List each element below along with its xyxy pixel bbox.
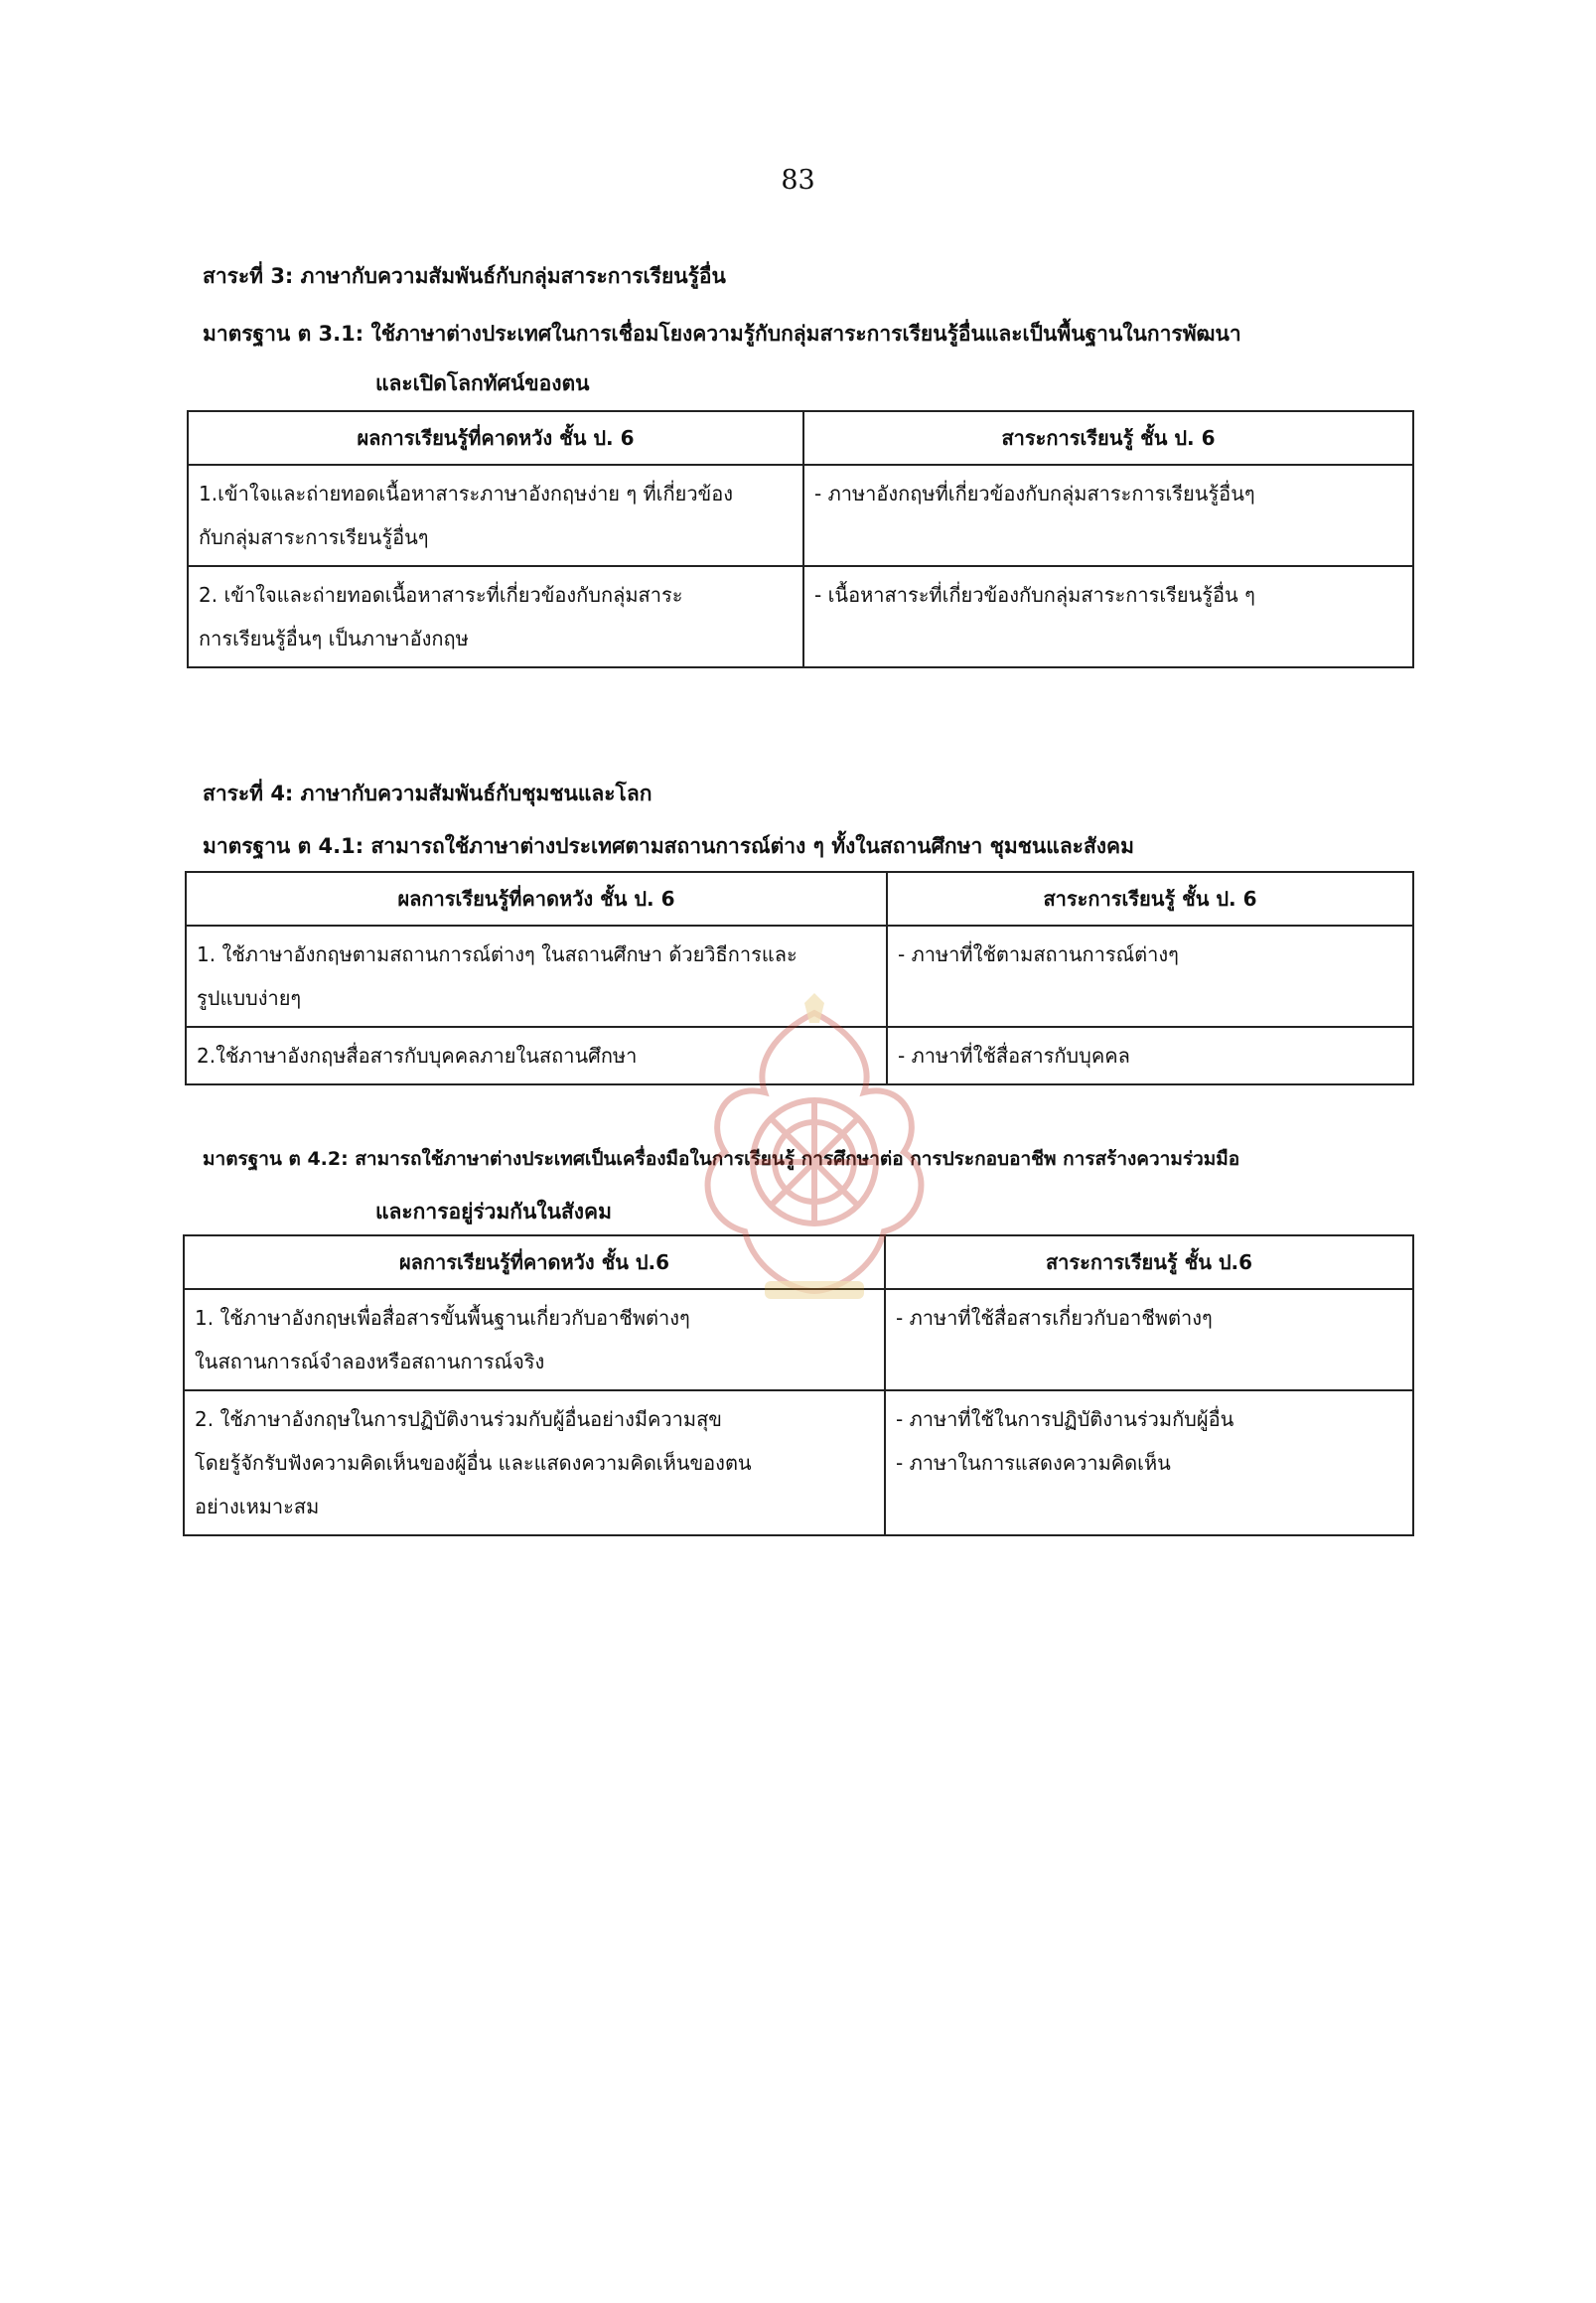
outcome-cell	[186, 926, 887, 1027]
cell-line: กับกลุ่มสาระการเรียนรู้อื่นๆ	[199, 525, 429, 549]
cell-line: 2. ใช้ภาษาอังกฤษในการปฏิบัติงานร่วมกับผู้อื่นอย่างมีความสุข	[195, 1407, 722, 1431]
table-row	[186, 1027, 1413, 1084]
outcome-cell	[184, 1390, 885, 1535]
header-content: สาระการเรียนรู้ ชั้น ป. 6	[887, 872, 1413, 926]
table-standard-3-1	[187, 410, 1414, 668]
table-standard-4-1	[185, 871, 1414, 1085]
cell-line: - ภาษาอังกฤษที่เกี่ยวข้องกับกลุ่มสาระการเรียนรู้อื่นๆ	[814, 482, 1255, 505]
content-cell	[803, 465, 1413, 566]
cell-line: 1.เข้าใจและถ่ายทอดเนื้อหาสาระภาษาอังกฤษง่าย ๆ ที่เกี่ยวข้อง	[199, 482, 733, 505]
header-content: สาระการเรียนรู้ ชั้น ป. 6	[803, 411, 1413, 465]
cell-line: โดยรู้จักรับฟังความคิดเห็นของผู้อื่น และแสดงความคิดเห็นของตน	[195, 1451, 752, 1475]
table-row	[188, 465, 1413, 566]
outcome-cell	[186, 1027, 887, 1084]
table-standard-4-2	[183, 1234, 1414, 1536]
table-header-row	[188, 411, 1413, 465]
cell-line: อย่างเหมาะสม	[195, 1495, 320, 1518]
cell-line: การเรียนรู้อื่นๆ เป็นภาษาอังกฤษ	[199, 627, 469, 650]
outcome-cell	[188, 465, 803, 566]
cell-line: - ภาษาที่ใช้ในการปฏิบัติงานร่วมกับผู้อื่น	[896, 1407, 1234, 1431]
page-number: 83	[781, 165, 815, 196]
table-row	[184, 1390, 1413, 1535]
cell-line: - ภาษาที่ใช้สื่อสารกับบุคคล	[898, 1044, 1130, 1068]
cell-line: รูปแบบง่ายๆ	[197, 986, 302, 1010]
header-outcome: ผลการเรียนรู้ที่คาดหวัง ชั้น ป.6	[184, 1235, 885, 1289]
outcome-cell	[184, 1289, 885, 1390]
content-cell	[885, 1390, 1413, 1535]
standard-3-1-heading: มาตรฐาน ต 3.1: ใช้ภาษาต่างประเทศในการเชื่อมโยงความรู้กับกลุ่มสาระการเรียนรู้อื่นและเป็นพื้นฐานในการพัฒนา	[203, 322, 1241, 346]
strand-3-heading: สาระที่ 3: ภาษากับความสัมพันธ์กับกลุ่มสาระการเรียนรู้อื่น	[203, 264, 726, 288]
standard-4-2-heading-cont: และการอยู่ร่วมกันในสังคม	[375, 1200, 612, 1223]
standard-4-2-heading: มาตรฐาน ต 4.2: สามารถใช้ภาษาต่างประเทศเป็นเครื่องมือในการเรียนรู้ การศึกษาต่อ การประกอบอาชีพ การสร้างความร่วมมือ	[203, 1148, 1240, 1170]
content-cell	[885, 1289, 1413, 1390]
strand-4-heading: สาระที่ 4: ภาษากับความสัมพันธ์กับชุมชนและโลก	[203, 782, 653, 805]
header-content: สาระการเรียนรู้ ชั้น ป.6	[885, 1235, 1413, 1289]
cell-line: 1. ใช้ภาษาอังกฤษตามสถานการณ์ต่างๆ ในสถานศึกษา ด้วยวิธีการและ	[197, 942, 798, 966]
header-outcome: ผลการเรียนรู้ที่คาดหวัง ชั้น ป. 6	[188, 411, 803, 465]
header-outcome: ผลการเรียนรู้ที่คาดหวัง ชั้น ป. 6	[186, 872, 887, 926]
content-cell	[887, 926, 1413, 1027]
table-header-row	[184, 1235, 1413, 1289]
table-row	[184, 1289, 1413, 1390]
cell-line: - ภาษาที่ใช้สื่อสารเกี่ยวกับอาชีพต่างๆ	[896, 1306, 1213, 1330]
cell-line: 2. เข้าใจและถ่ายทอดเนื้อหาสาระที่เกี่ยวข้องกับกลุ่มสาระ	[199, 583, 683, 607]
cell-line: 1. ใช้ภาษาอังกฤษเพื่อสื่อสารขั้นพื้นฐานเกี่ยวกับอาชีพต่างๆ	[195, 1306, 690, 1330]
standard-3-1-heading-cont: และเปิดโลกทัศน์ของตน	[375, 371, 590, 395]
standard-4-1-heading: มาตรฐาน ต 4.1: สามารถใช้ภาษาต่างประเทศตามสถานการณ์ต่าง ๆ ทั้งในสถานศึกษา ชุมชนและสังคม	[203, 834, 1134, 858]
table-row	[186, 926, 1413, 1027]
table-row	[188, 566, 1413, 667]
cell-line: - เนื้อหาสาระที่เกี่ยวข้องกับกลุ่มสาระการเรียนรู้อื่น ๆ	[814, 583, 1255, 607]
content-cell	[803, 566, 1413, 667]
content-cell	[887, 1027, 1413, 1084]
table-header-row	[186, 872, 1413, 926]
cell-line: ในสถานการณ์จำลองหรือสถานการณ์จริง	[195, 1350, 545, 1373]
outcome-cell	[188, 566, 803, 667]
cell-line: - ภาษาในการแสดงความคิดเห็น	[896, 1451, 1171, 1475]
cell-line: 2.ใช้ภาษาอังกฤษสื่อสารกับบุคคลภายในสถานศึกษา	[197, 1044, 638, 1068]
cell-line: - ภาษาที่ใช้ตามสถานการณ์ต่างๆ	[898, 942, 1179, 966]
